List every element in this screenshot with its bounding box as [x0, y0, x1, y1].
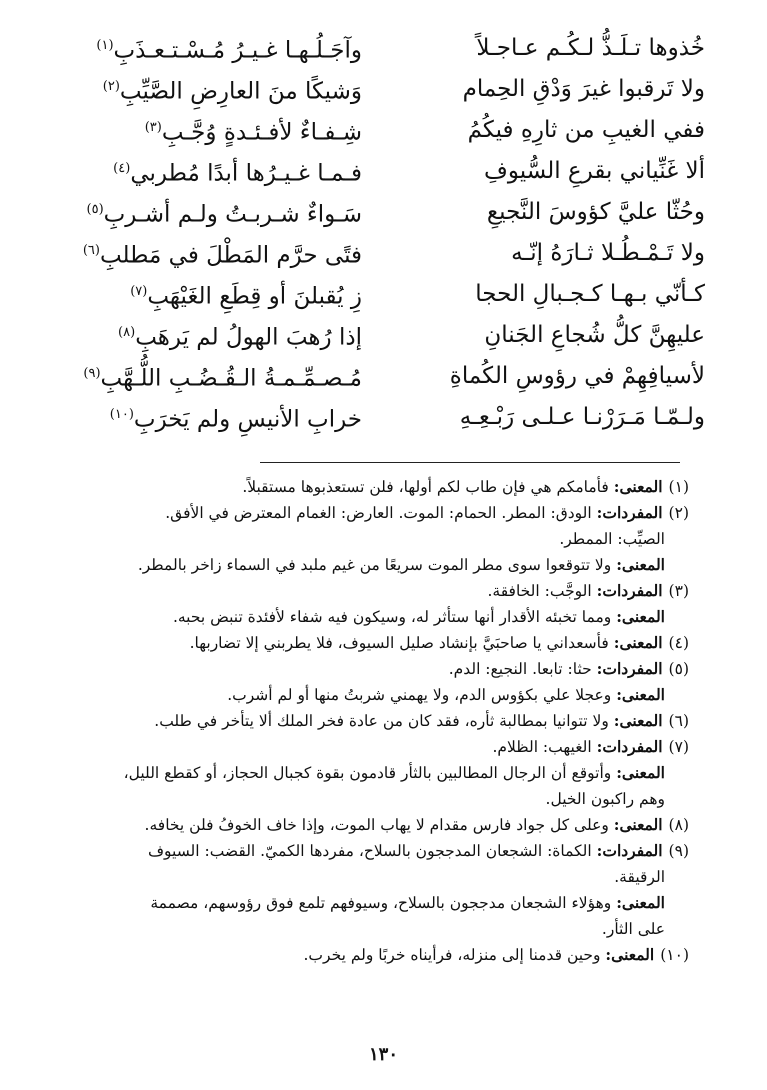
verse-second-hemistich: [62, 107, 362, 154]
verse-second-text: فتًى حرَّم المَطْلَ في مَطلبِ: [99, 242, 362, 269]
footnote-marker: (٤): [113, 161, 131, 177]
footnote-text: وهم راكبون الخيل.: [545, 790, 665, 808]
footnote-number: (٢): [668, 504, 689, 522]
footnote-line: [70, 760, 689, 786]
verse-first-hemistich: خُذوها تـلَـذُّ لـكُـم عـاجـلاً: [476, 35, 705, 61]
verse-first-hemistich: ألا غَنِّياني بقرعِ السُّيوفِ: [484, 158, 705, 184]
footnote-text: فأمامكم هي فإن طاب لكم أولها، فلن تستعذبوها مستقبلاً.: [242, 478, 609, 496]
verse: [62, 274, 705, 315]
verse-second-hemistich: [62, 66, 362, 113]
footnote-label: المعنى:: [616, 555, 665, 574]
footnote-number: (٦): [668, 712, 689, 730]
footnote-text: ولا تتوانيا بمطالبة ثأره، فقد كان من عادة فخر الملك ألا يتأخر في طلب.: [154, 712, 609, 730]
footnote-line: [70, 864, 689, 890]
verse: [62, 28, 705, 69]
verse: [62, 69, 705, 110]
footnotes: [70, 474, 689, 968]
verse-second-text: سَـواءٌ شـربـتُ ولـم أشـربِ: [103, 201, 362, 228]
footnote-marker: (٦): [82, 243, 100, 259]
footnote-text: الرقيقة.: [614, 868, 665, 886]
footnote-label: المعنى:: [613, 815, 663, 834]
verse: [62, 397, 705, 438]
footnote-marker: (٧): [130, 284, 148, 300]
footnote-line: [70, 500, 689, 526]
verse-first-hemistich: وحُثّا عليَّ كؤوسَ النَّجيعِ: [486, 199, 705, 225]
verse-second-hemistich: [62, 312, 362, 359]
footnote-line: [70, 604, 689, 630]
verse-second-text: مُـصـمِّـمـةُ الـقُـضُـبِ اللُّـهَّبِ: [100, 365, 362, 392]
verse-second-hemistich: [62, 394, 362, 441]
footnote-line: [70, 786, 689, 812]
footnote-label: المفردات:: [596, 581, 663, 600]
footnote-text: ومما تخبئه الأقدار أنها ستأثر له، وسيكون فيه شفاء لأفئدة تنبض بحبه.: [172, 608, 612, 626]
footnote-text: فأسعداني يا صاحبَيَّ بإنشاد صليل السيوف، فلا يطربني إلا تضاربها.: [189, 634, 609, 652]
footnote-marker: (٢): [102, 79, 120, 95]
verse-second-text: إذا رُهبَ الهولُ لم يَرهَبِ: [135, 324, 362, 351]
verse-second-text: خرابِ الأنيسِ ولم يَخرَبِ: [133, 406, 362, 433]
footnote-label: المعنى:: [613, 477, 663, 496]
footnote-marker: (١٠): [109, 407, 134, 423]
footnote-text: ولا تتوقعوا سوى مطر الموت سريعًا من غيم ملبد في السماء زاخر بالمطر.: [137, 556, 612, 574]
footnote-label: المعنى:: [613, 633, 663, 652]
footnote-text: على الثأر.: [601, 920, 665, 938]
footnote-marker: (٩): [83, 366, 101, 382]
verse-second-text: زِ يُقبلنَ أو قِطَعِ الغَيْهَبِ: [147, 283, 362, 310]
verse-first-hemistich: ولا تَـمْـطُـلا ثـارَهُ إنّـه: [511, 240, 705, 266]
footnote-number: (٤): [668, 634, 689, 652]
verse: [62, 151, 705, 192]
verse-second-hemistich: [62, 189, 362, 236]
footnote-number: (١٠): [660, 946, 689, 964]
footnote-line: [70, 916, 689, 942]
footnote-label: المعنى:: [605, 945, 655, 964]
footnote-line: [70, 734, 689, 760]
footnote-label: المعنى:: [616, 607, 665, 626]
footnote-line: [70, 656, 689, 682]
verse-second-hemistich: [62, 25, 362, 72]
footnote-label: المفردات:: [596, 659, 663, 678]
poem: [62, 28, 705, 438]
footnote-label: المفردات:: [596, 841, 663, 860]
footnote-label: المعنى:: [616, 763, 665, 782]
verse-first-hemistich: كـأنّي بـهـا كـجـبالِ الحجا: [475, 281, 705, 307]
footnote-line: [70, 890, 689, 916]
footnote-label: المفردات:: [596, 737, 663, 756]
footnote-marker: (١): [96, 38, 114, 54]
verse: [62, 356, 705, 397]
footnote-line: [70, 942, 689, 968]
footnote-marker: (٨): [118, 325, 136, 341]
verse: [62, 110, 705, 151]
verse-first-hemistich: لأسيافِهِمْ في رؤوسِ الكُماةِ: [449, 363, 705, 389]
verse-second-hemistich: [62, 271, 362, 318]
footnote-marker: (٥): [86, 202, 104, 218]
footnote-line: [70, 526, 689, 552]
footnote-number: (٣): [668, 582, 689, 600]
verse-first-hemistich: عليهِنَّ كلُّ شُجاعِ الجَنانِ: [484, 322, 705, 348]
footnote-label: المعنى:: [616, 685, 665, 704]
footnote-text: الودق: المطر. الحمام: الموت. العارض: الغمام المعترض في الأفق.: [165, 504, 592, 522]
verse-second-text: شِـفـاءٌ لأفـئـدةٍ وُجَّـبِ: [161, 119, 362, 146]
footnote-text: وهؤلاء الشجعان مدججون بالسلاح، وسيوفهم تلمع فوق رؤوسهم، مصممة: [150, 894, 612, 912]
verse: [62, 233, 705, 274]
verse-second-hemistich: [62, 230, 362, 277]
verse-second-hemistich: [62, 148, 362, 195]
footnote-divider: [260, 462, 680, 463]
footnote-label: المعنى:: [613, 711, 663, 730]
footnote-line: [70, 838, 689, 864]
verse-first-hemistich: ففي الغيبِ من ثارِهِ فيكُمُ: [467, 117, 705, 143]
footnote-number: (١): [668, 478, 689, 496]
footnote-line: [70, 578, 689, 604]
footnote-line: [70, 630, 689, 656]
verse-second-hemistich: [62, 353, 362, 400]
footnote-number: (٩): [668, 842, 689, 860]
footnote-label: المعنى:: [616, 893, 665, 912]
footnote-text: وحين قدمنا إلى منزله، فرأيناه خربًا ولم يخرب.: [303, 946, 601, 964]
footnote-number: (٨): [668, 816, 689, 834]
footnote-number: (٥): [668, 660, 689, 678]
verse: [62, 315, 705, 356]
footnote-text: الصيِّب: الممطر.: [559, 530, 665, 548]
footnote-text: حثا: تابعا. النجيع: الدم.: [448, 660, 592, 678]
verse-first-hemistich: ولـمّـا مَـرَرْنـا عـلـى رَبْـعِـهِ: [459, 404, 705, 430]
verse-second-text: فـمـا غـيـرُها أبدًا مُطربي: [130, 160, 362, 187]
footnote-line: [70, 812, 689, 838]
footnote-line: [70, 474, 689, 500]
footnote-text: وأتوقع أن الرجال المطالبين بالثأر قادمون بقوة كجبال الحجاز، أو كقطع الليل،: [123, 764, 612, 782]
page-number: ١٣٠: [368, 1044, 398, 1065]
footnote-text: وعلى كل جواد فارس مقدام لا يهاب الموت، وإذا خاف الخوفُ فلن يخافه.: [144, 816, 609, 834]
footnote-line: [70, 682, 689, 708]
footnote-number: (٧): [668, 738, 689, 756]
verse-first-hemistich: ولا تَرقبوا غيرَ وَدْقِ الحِمام: [462, 76, 705, 102]
footnote-line: [70, 708, 689, 734]
footnote-line: [70, 552, 689, 578]
footnote-text: الغيهب: الظلام.: [492, 738, 592, 756]
verse-second-text: وَشيكًا منَ العارِضِ الصَّيِّبِ: [119, 78, 362, 105]
verse-second-text: وآجَـلُـهـا غـيـرُ مُـسْـتـعـذَبِ: [113, 37, 362, 64]
footnote-text: وعجلا علي بكؤوس الدم، ولا يهمني شربتُ منها أو لم أشرب.: [227, 686, 612, 704]
footnote-label: المفردات:: [596, 503, 663, 522]
footnote-text: الوجَّب: الخافقة.: [487, 582, 592, 600]
footnote-text: الكماة: الشجعان المدججون بالسلاح، مفردها الكميّ. القضب: السيوف: [147, 842, 592, 860]
footnote-marker: (٣): [144, 120, 162, 136]
verse: [62, 192, 705, 233]
